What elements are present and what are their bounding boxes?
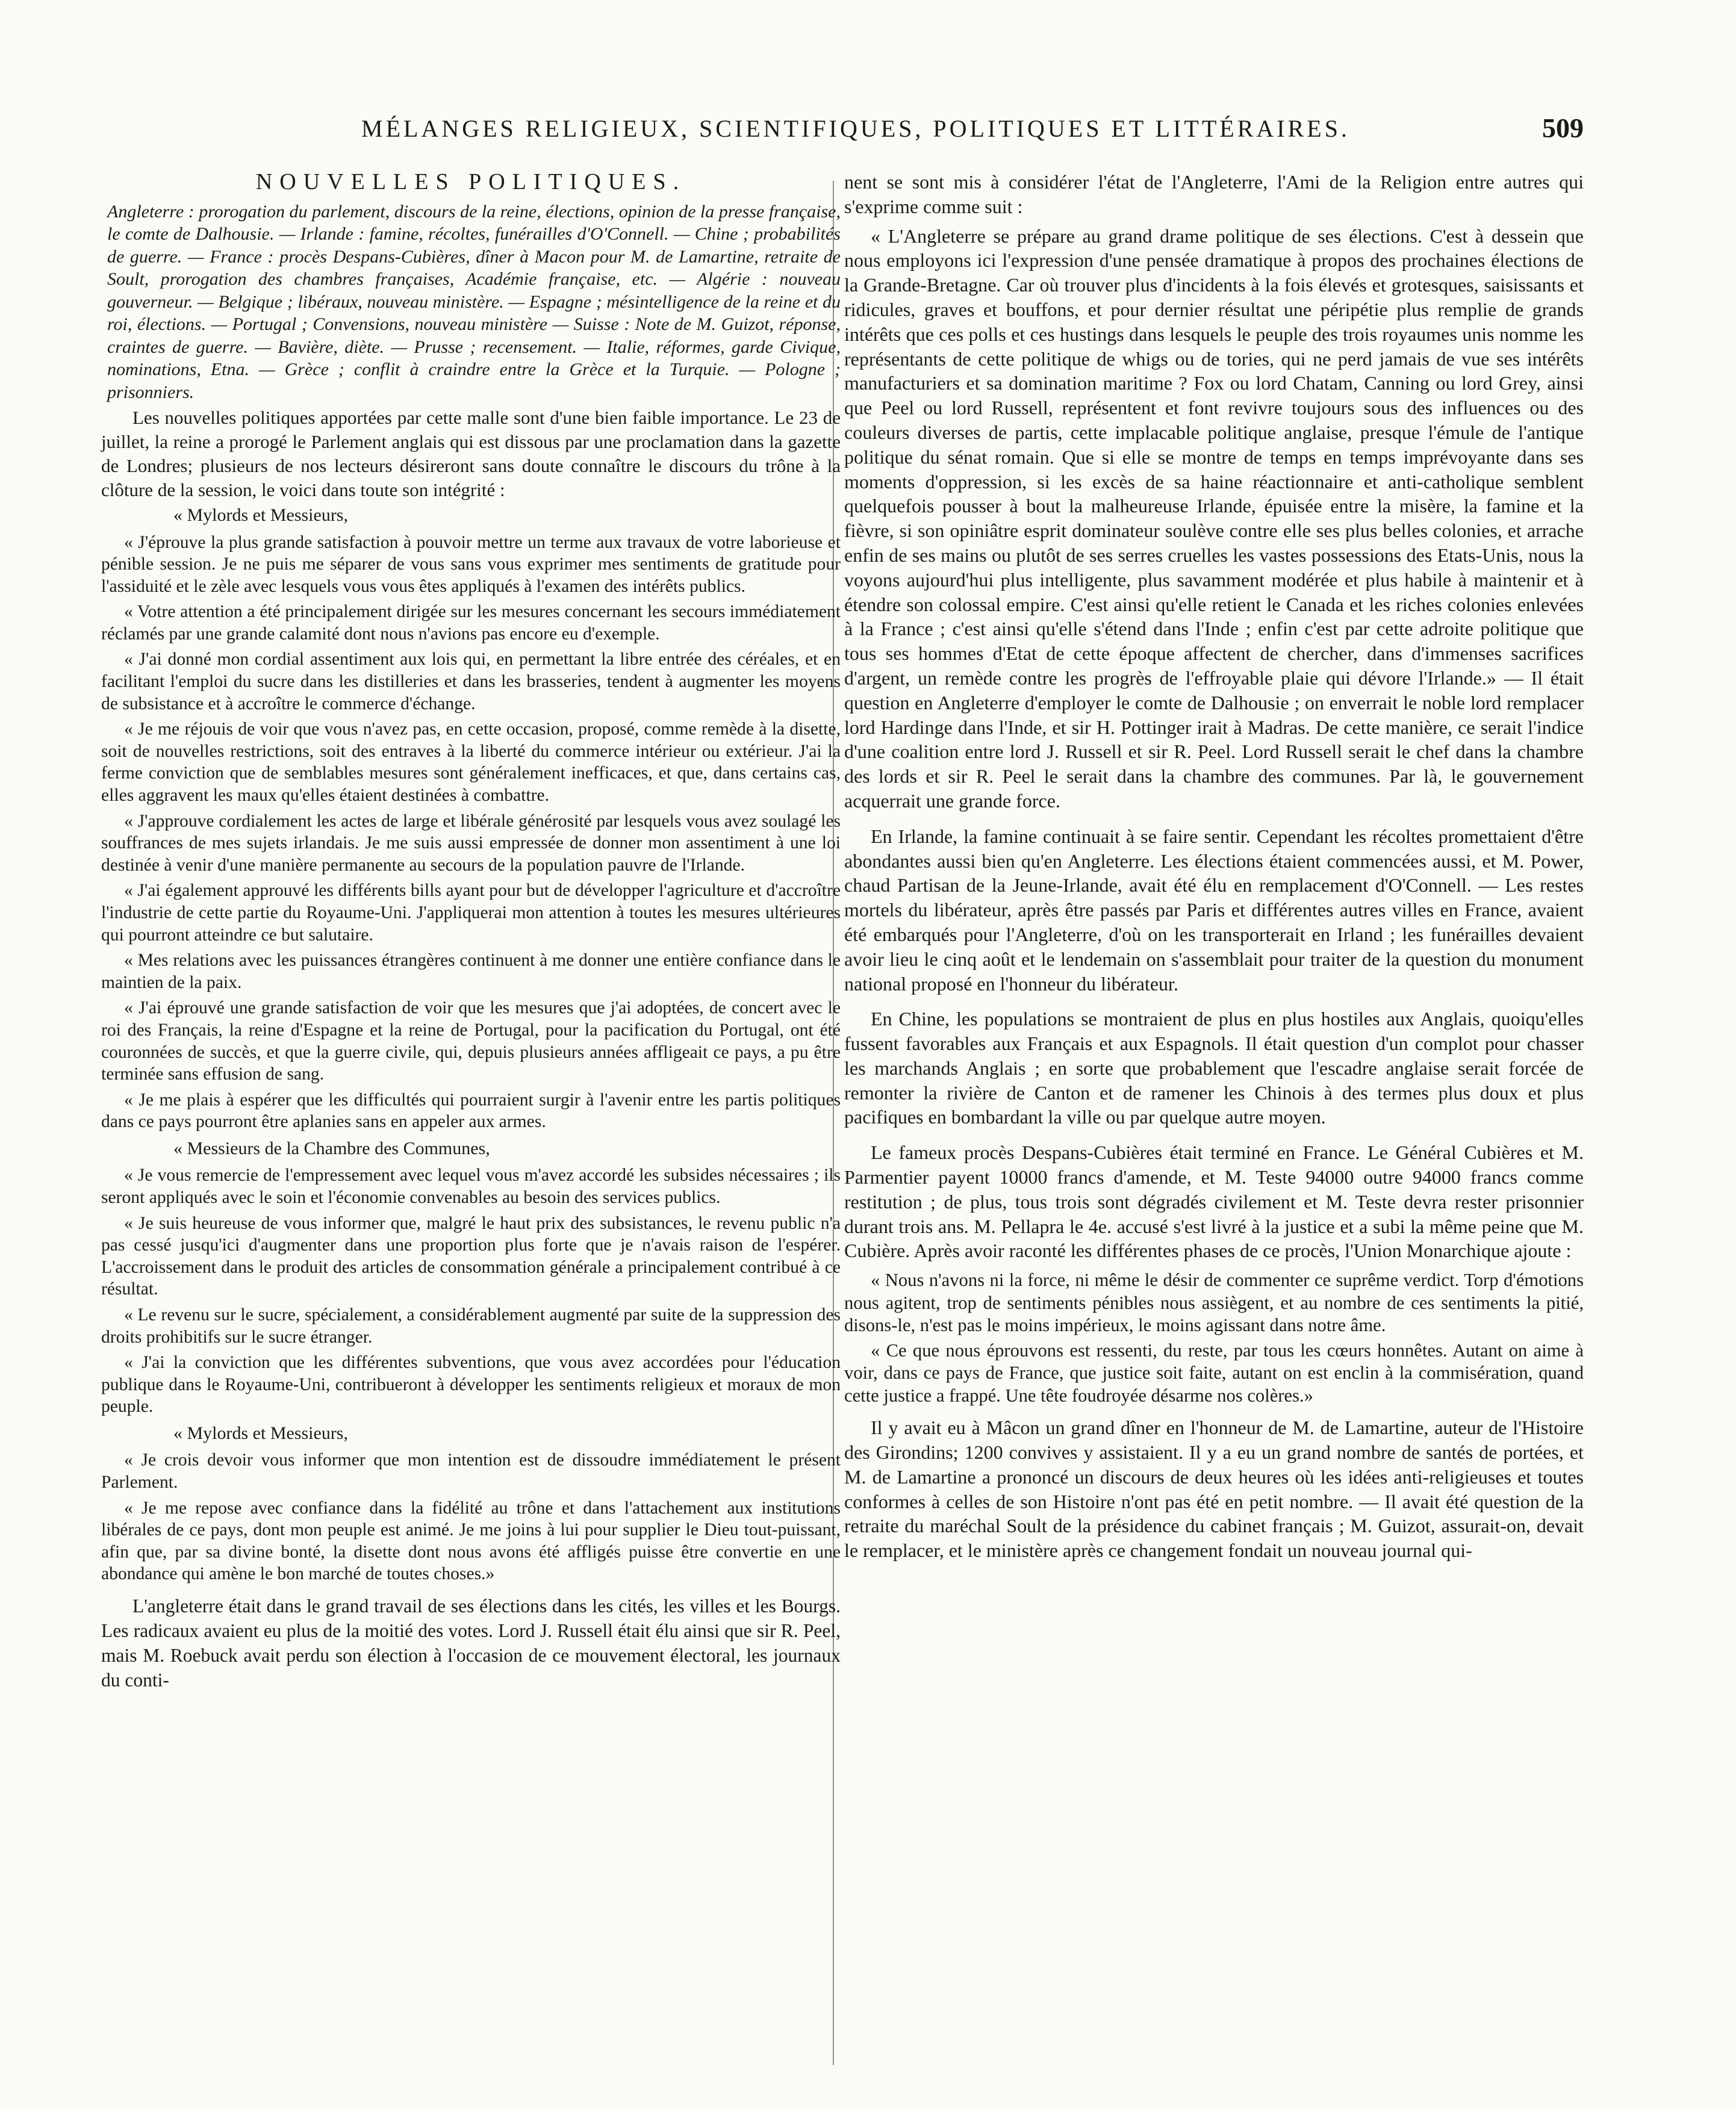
speech-paragraph: « J'éprouve la plus grande satisfaction à pouvoir mettre un terme aux travaux de votre laborieuse et pénible session. Je ne puis me séparer de vous sans vous exprimer mes sentiments de gratitude pour l'assiduité et le zèle avec lesquels vous vous êtes appliqués à l'examen des intérêts publics. [101, 532, 841, 596]
speech-paragraph: « Le revenu sur le sucre, spécialement, a considérablement augmenté par suite de la suppression des droits prohibitifs sur le sucre étranger. [101, 1305, 841, 1347]
speech-paragraph: « J'ai également approuvé les différents bills ayant pour but de développer l'agriculture et d'accroître l'industrie de cette partie du Royaume-Uni. J'appliquerai mon attention à toutes les mesures ultérieures qui pourront atteindre ce but salutaire. [101, 881, 841, 945]
article-paragraph: En Irlande, la famine continuait à se faire sentir. Cependant les récoltes promettaient d'être abondantes aussi bien qu'en Angleterre. Les élections étaient commencées aussi, et M. Power, chaud Partisan de la Jeune-Irlande, avait été élu en remplacement d'O'Connell. — Les restes mortels du libérateur, après être passés par Paris et différentes autres villes en France, avaient été embarqués pour l'Angleterre, d'où on les transporterait en Irland ; les funérailles devaient avoir lieu le cinq août et le lendemain on s'assemblait pour traiter de la question du monument national proposé en l'honneur du libérateur. [844, 825, 1584, 995]
speech-paragraph: « Votre attention a été principalement dirigée sur les mesures concernant les secours immédiatement réclamés par une grande calamité dont nous n'avions pas encore eu d'exemple. [101, 602, 841, 644]
page-number: 509 [1542, 113, 1584, 143]
quoted-paragraph: « Nous n'avons ni la force, ni même le désir de commenter ce suprême verdict. Torp d'émotions nous agitent, trop de sentiments pénibles nous assiègent, et au nombre de ces sentiments la pitié, disons-le, n'est pas le moins impérieux, le moins agissant dans notre âme. [844, 1270, 1584, 1336]
running-title: MÉLANGES RELIGIEUX, SCIENTIFIQUES, POLITIQUES ET LITTÉRAIRES. [361, 115, 1350, 142]
article-paragraph: Il y avait eu à Mâcon un grand dîner en l'honneur de M. de Lamartine, auteur de l'Histoire des Girondins; 1200 convives y assistaient. Il y a eu un grand nombre de santés de portées, et M. de Lamartine a prononcé un discours de deux heures où les idées anti-religieuses et toutes conformes à celles de son Histoire n'ont pas été en petit nombre. — Il avait été question de la retraite du maréchal Soult de la présidence du cabinet français ; M. Guizot, assurait-on, devait le remplacer, et le ministère après ce changement fondait un nouveau journal qui- [844, 1417, 1584, 1562]
speech-address: « Messieurs de la Chambre des Communes, [173, 1138, 490, 1158]
speech-paragraph: « Je crois devoir vous informer que mon intention est de dissoudre immédiatement le présent Parlement. [101, 1450, 841, 1492]
speech-paragraph: « Je me réjouis de voir que vous n'avez pas, en cette occasion, proposé, comme remède à la disette, soit de nouvelles restrictions, soit des entraves à la liberté du commerce intérieur ou extérieur. J'ai la ferme conviction que de semblables mesures sont généralement inefficaces, et que, dans certains cas, elles aggravent les maux qu'elles étaient destinées à combattre. [101, 719, 841, 806]
intro-paragraph: Les nouvelles politiques apportées par cette malle sont d'une bien faible importance. Le 23 de juillet, la reine a prorogé le Parlement anglais qui est dissous par une proclamation dans la gazette de Londres; plusieurs de nos lecteurs désireront sans doute connaître le discours du trône à la clôture de la session, le voici dans toute son intégrité : [101, 407, 841, 500]
article-paragraph: « L'Angleterre se prépare au grand drame politique de ses élections. C'est à dessein que nous employons ici l'expression d'une pensée dramatique à propos des prochaines élections de la Grande-Bretagne. Car où trouver plus d'incidents à la fois élevés et grotesques, saisissants et ridicules, graves et bouffons, et pour dernier résultat une péripétie plus remplie de grands intérêts que ces polls et ces hustings dans lesquels le peuple des trois royaumes unis nomme les représentants de cette politique de whigs ou de tories, qui ne perd jamais de vue ses intérêts manufacturiers et sa domination maritime ? Fox ou lord Chatam, Canning ou lord Grey, ainsi que Peel ou lord Russell, représentent et font revivre toujours sous des influences ou des couleurs diverses de partis, cette implacable politique anglaise, presque l'émule de l'antique politique du sénat romain. Que si elle se montre de temps en temps imprévoyante dans ses moments d'oppression, si les excès de sa haine réactionnaire et anti-catholique semblent quelquefois pousser à bout la malheureuse Irlande, épuisée entre la misère, la famine et la fièvre, si son opiniâtre esprit dominateur soulève contre elle ses plus belles colonies, et arrache enfin de ses mains ou plutôt de ses serres cruelles les vastes possessions des Etats-Unis, nous la voyons aujourd'hui plus intelligente, plus savamment modérée et plus habile à maintenir et à étendre son colossal empire. C'est ainsi qu'elle retient le Canada et les riches colonies enlevées à la France ; c'est ainsi qu'elle s'étend dans l'Inde ; enfin c'est par cette adroite politique que tous ses hommes d'Etat de cette époque affectent de chercher, dans d'immenses sacrifices d'argent, un remède contre les progrès de l'effroyable plaie qui dévore l'Irlande.» — Il était question en Angleterre d'employer le comte de Dalhousie ; on enverrait le noble lord remplacer lord Hardinge dans l'Inde, et sir H. Pottinger irait à Madras. De cette manière, ce serait l'indice d'une coalition entre lord J. Russell et sir R. Peel. Lord Russell serait le chef dans la chambre des lords et sir R. Peel le serait dans la chambre des communes. Par là, le gouvernement acquerrait une grande force. [844, 225, 1584, 812]
speech-paragraph: « Mes relations avec les puissances étrangères continuent à me donner une entière confiance dans le maintien de la paix. [101, 951, 841, 992]
running-head [0, 114, 1736, 157]
speech-paragraph: « Je vous remercie de l'empressement avec lequel vous m'avez accordé les subsides nécessaires ; ils seront appliqués avec le soin et l'économie convenables au besoin des services publics. [101, 1166, 841, 1208]
speech-paragraph: « Je me plais à espérer que les difficultés qui pourraient surgir à l'avenir entre les partis politiques dans ce pays pourront être aplanies sans en appeler aux armes. [101, 1090, 841, 1132]
left-column [101, 170, 841, 1695]
speech-paragraph: « Je suis heureuse de vous informer que, malgré le haut prix des subsistances, le revenu public n'a pas cessé jusqu'ici d'augmenter dans une proportion plus forte que je n'avais raison de l'espérer. L'accroissement dans le produit des articles de consommation générale a principalement contribué à ce résultat. [101, 1213, 841, 1299]
article-paragraph: Le fameux procès Despans-Cubières était terminé en France. Le Général Cubières et M. Parmentier payent 10000 francs d'amende, et M. Teste 94000 outre 94000 francs comme restitution ; de plus, tous trois sont dégradés civilement et M. Teste devra rester prisonnier durant trois ans. M. Pellapra le 4e. accusé s'est livré à la justice et a subi la même peine que M. Cubière. Après avoir raconté les différentes phases de ce procès, l'Union Monarchique ajoute : [844, 1141, 1584, 1262]
section-title: NOUVELLES POLITIQUES. [255, 169, 686, 194]
quoted-paragraph: « Ce que nous éprouvons est ressenti, du reste, par tous les cœurs honnêtes. Autant on aime à voir, dans ce pays de France, que justice soit faite, autant on est enclin à la commisération, quand cette justice a frappé. Une tête foudroyée désarme nos colères.» [844, 1340, 1584, 1406]
article-paragraph: En Chine, les populations se montraient de plus en plus hostiles aux Anglais, quoiqu'elles fussent favorables aux Français et aux Espagnols. Il était question d'un complot pour chasser les marchands Anglais ; en sorte que probablement que l'escadre anglaise serait forcée de remonter la rivière de Canton et de ramener les Chinois à des termes plus doux et plus pacifiques en bombardant la ville ou par quelque autre moyen. [844, 1008, 1584, 1128]
speech-address: « Mylords et Messieurs, [173, 505, 348, 525]
article-paragraph: nent se sont mis à considérer l'état de l'Angleterre, l'Ami de la Religion entre autres qui s'exprime comme suit : [844, 171, 1584, 217]
speech-paragraph: « J'ai donné mon cordial assentiment aux lois qui, en permettant la libre entrée des céréales, et en facilitant l'emploi du sucre dans les distilleries et dans les brasseries, tendent à augmenter les moyens de subsistance et à accroître le commerce d'échange. [101, 650, 841, 713]
speech-paragraph: « J'ai la conviction que les différentes subventions, que vous avez accordées pour l'éducation publique dans le Royaume-Uni, contribueront à développer les sentiments religieux et moraux de mon peuple. [101, 1353, 841, 1417]
closing-paragraph: L'angleterre était dans le grand travail de ses élections dans les cités, les villes et les Bourgs. Les radicaux avaient eu plus de la moitié des votes. Lord J. Russell était élu ainsi que sir R. Peel, mais M. Roebuck avait perdu son élection à l'occasion de ce mouvement électoral, les journaux du conti- [101, 1595, 841, 1691]
right-column [844, 170, 1584, 1568]
speech-paragraph: « Je me repose avec confiance dans la fidélité au trône et dans l'attachement aux institutions libérales de ce pays, dont mon peuple est animé. Je me joins à lui pour supplier le Dieu tout-puissant, afin que, par sa divine bonté, la disette dont nous avons été affligés puisse être convertie en une abondance qui amène le bon marché de toutes choses.» [101, 1498, 841, 1584]
speech-address: « Mylords et Messieurs, [173, 1423, 348, 1443]
section-summary: Angleterre : prorogation du parlement, discours de la reine, élections, opinion de la presse française, le comte de Dalhousie. — Irlande : famine, récoltes, funérailles d'O'Connell. — Chine ; probabilités de guerre. — France : procès Despans-Cubières, dîner à Macon pour M. de Lamartine, retraite de Soult, prorogation des chambres françaises, Académie française, etc. — Algérie : nouveau gouverneur. — Belgique ; libéraux, nouveau ministère. — Espagne ; mésintelligence de la reine et du roi, élections. — Portugal ; Convensions, nouveau ministère — Suisse : Note de M. Guizot, réponse, craintes de guerre. — Bavière, diète. — Prusse ; recensement. — Italie, réformes, garde Civique, nominations, Etna. — Grèce ; conflit à craindre entre la Grèce et la Turquie. — Pologne ; prisonniers. [107, 201, 841, 402]
speech-paragraph: « J'ai éprouvé une grande satisfaction de voir que les mesures que j'ai adoptées, de concert avec le roi des Français, la reine d'Espagne et la reine de Portugal, pour la pacification du Portugal, ont été couronnées de succès, et que la guerre civile, qui, depuis plusieurs années affligeait ce pays, a pu être terminée sans effusion de sang. [101, 998, 841, 1084]
speech-paragraph: « J'approuve cordialement les actes de large et libérale générosité par lesquels vous avez soulagé les souffrances de mes sujets irlandais. Je me suis aussi empressée de donner mon assentiment à une loi destinée à venir d'une manière permanente au secours de la population pauvre de l'Irlande. [101, 811, 841, 875]
